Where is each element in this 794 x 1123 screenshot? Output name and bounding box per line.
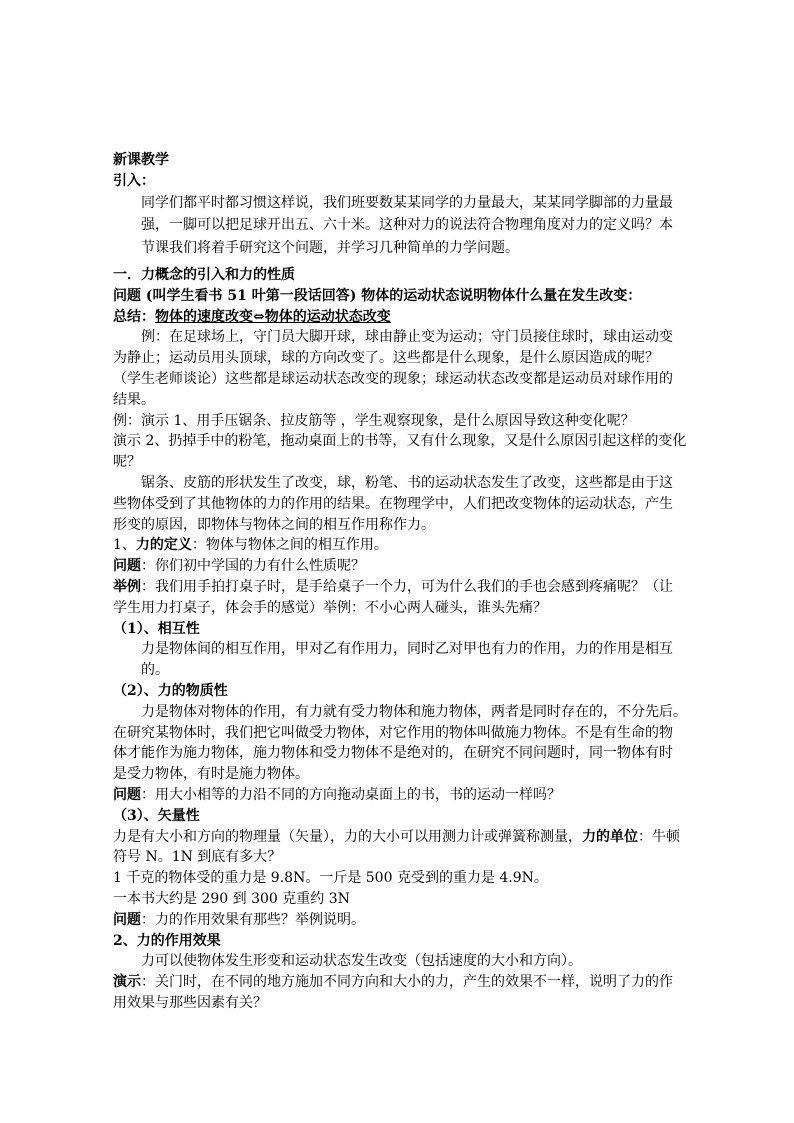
example-line-2: 为静止；运动员用头顶球，球的方向改变了。这些都是什么现象，是什么原因造成的呢？ [113, 350, 659, 367]
demo-3-label: 演示 [113, 974, 141, 991]
summary-label: 总结： [113, 308, 155, 325]
conclusion-line-1: 锯条、皮筋的形状发生了改变，球，粉笔、书的运动状态发生了改变，这些都是由于这 [141, 475, 673, 492]
property-2-heading: （2）、力的物质性 [113, 683, 228, 700]
document-body [113, 150, 687, 1014]
question-2-label: 问题 [113, 558, 141, 575]
question-4 [113, 910, 683, 931]
intro-line-1: 同学们都平时都习惯这样说，我们班要数某某同学的力量最大，某某同学脚部的力量最 [141, 194, 673, 211]
conclusion-line-3: 形变的原因，即物体与物体之间的相互作用称作力。 [113, 516, 435, 533]
example-hit-table-line-1 [113, 577, 683, 598]
example-line-3: （学生老师谈论）这些都是球运动状态改变的现象；球运动状态改变都是运动员对球作用的 [113, 371, 673, 388]
property-1-line-1: 力是物体间的相互作用，甲对乙有作用力，同时乙对甲也有力的作用，力的作用是相互 [141, 641, 673, 658]
property-2-line-4: 是受力物体，有时是施力物体。 [113, 766, 309, 783]
property-1-line-2: 的。 [141, 662, 169, 679]
demo-3-line-1 [113, 972, 683, 993]
definition-line [113, 535, 683, 556]
property-3-line-4: 一本书大约是 290 到 300 克重约 3N [113, 891, 350, 907]
example-line-1: 例：在足球场上，守门员大脚开球，球由静止变为运动；守门员接住球时，球由运动变 [141, 329, 673, 346]
effect-line-1: 力可以使物体发生形变和运动状态发生改变（包括速度的大小和方向）。 [141, 953, 582, 970]
force-unit-label: 力的单位 [582, 828, 638, 845]
question-3-text: ：用大小相等的力沿不同的方向拖动桌面上的书，书的运动一样吗？ [141, 787, 561, 804]
question-4-label: 问题 [113, 911, 141, 928]
demo-3-text-1: ：关门时，在不同的地方施加不同方向和大小的力，产生的效果不一样，说明了力的作 [141, 974, 673, 991]
question-3 [113, 785, 683, 806]
property-2-line-3: 体才能作为施力物体，施力物体和受力物体不是绝对的，在研究不同问题时，同一物体有时 [113, 745, 673, 762]
property-3-line-1 [113, 827, 683, 848]
demo-2-line-1: 演示 2、扔掉手中的粉笔，拖动桌面上的书等，又有什么现象，又是什么原因引起这样的变化 [113, 433, 687, 450]
example-label: 举例 [113, 579, 141, 596]
section-heading-1: 一．力概念的引入和力的性质 [113, 267, 295, 284]
property-2-line-2: 在研究某物体时，我们把它叫做受力物体，对它作用的物体叫做施力物体。不是有生命的物 [113, 724, 673, 741]
question-4-text: ：力的作用效果有那些？举例说明。 [141, 911, 365, 928]
property-3-text-a: 力是有大小和方向的物理量（矢量），力的大小可以用测力计或弹簧称测量， [113, 828, 582, 845]
property-3-heading: （3）、矢量性 [113, 807, 200, 824]
question-1: 问题 (叫学生看书 51 叶第一段话回答) 物体的运动状态说明物体什么量在发生改变： [113, 287, 642, 304]
summary-line [113, 307, 683, 328]
question-2 [113, 556, 683, 577]
demo-1: 例：演示 1、用手压锯条、拉皮筋等 ，学生观察现象，是什么原因导致这种变化呢？ [113, 412, 635, 429]
example-text-1: ：我们用手拍打桌子时，是手给桌子一个力，可为什么我们的手也会感到疼痛呢？（让 [141, 579, 673, 596]
section-heading-2: 2、力的作用效果 [113, 932, 221, 949]
question-3-label: 问题 [113, 787, 141, 804]
intro-line-3: 节课我们将着手研究这个问题，并学习几种简单的力学问题。 [141, 239, 519, 256]
demo-2-line-2: 呢？ [113, 454, 141, 471]
heading-new-lesson: 新课教学 [113, 152, 169, 168]
example-hit-table-line-2: 学生用力打桌子，体会手的感觉）举例：不小心两人碰头，谁头先痛？ [113, 599, 547, 616]
conclusion-line-2: 些物体受到了其他物体的力的作用的结果。在物理学中，人们把改变物体的运动状态，产生 [113, 495, 673, 512]
summary-text: 物体的速度改变⇔物体的运动状态改变 [155, 308, 391, 325]
intro-line-2: 强，一脚可以把足球开出五、六十米。这种对力的说法符合物理角度对力的定义吗？本 [141, 217, 673, 234]
definition-text: ：物体与物体之间的相互作用。 [191, 537, 388, 554]
definition-number: 1、 [113, 537, 136, 554]
example-line-4: 结果。 [113, 391, 155, 408]
property-3-line-3: 1 千克的物体受的重力是 9.8N。一斤是 500 克受到的重力是 4.9N。 [113, 870, 548, 887]
property-3-line-2: 符号 N。1N 到底有多大？ [113, 849, 282, 866]
property-3-text-c: ：牛顿 [638, 828, 680, 845]
property-1-heading: （1）、相互性 [113, 620, 200, 637]
definition-label: 力的定义 [135, 537, 192, 554]
question-2-text: ：你们初中学国的力有什么性质呢？ [141, 558, 365, 575]
demo-3-line-2: 用效果与那些因素有关？ [113, 994, 267, 1011]
heading-intro: 引入： [113, 172, 155, 189]
property-2-line-1: 力是物体对物体的作用，有力就有受力物体和施力物体，两者是同时存在的，不分先后。 [141, 703, 687, 720]
